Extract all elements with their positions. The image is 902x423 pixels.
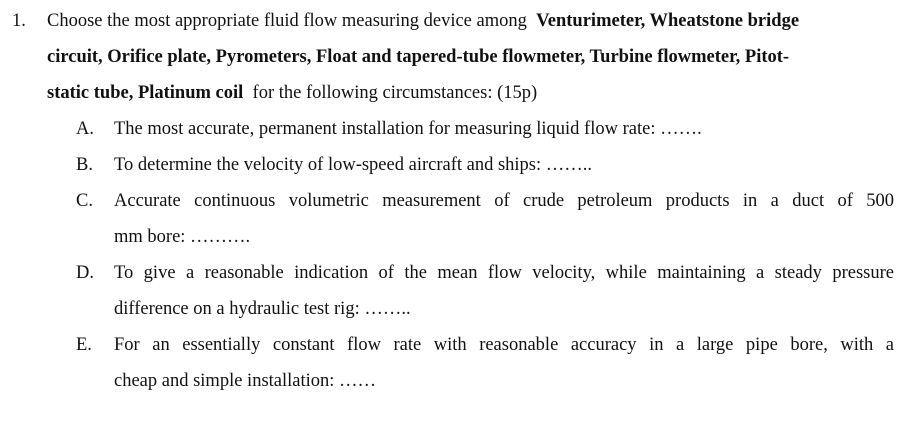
item-c-letter: C. xyxy=(76,191,93,211)
question-number: 1. xyxy=(12,11,26,31)
item-a-letter: A. xyxy=(76,119,94,139)
device-list-line-1: Venturimeter, Wheatstone bridge xyxy=(536,11,800,31)
question-intro-text: Choose the most appropriate fluid flow measuring device among xyxy=(47,11,527,31)
item-b-text: To determine the velocity of low-speed aircraft and ships: …….. xyxy=(114,155,593,175)
item-c-text-line-2: mm bore: ………. xyxy=(114,227,251,247)
item-b-letter: B. xyxy=(76,155,93,175)
device-list-line-3: static tube, Platinum coil xyxy=(47,83,244,103)
item-e-letter: E. xyxy=(76,335,92,355)
item-e-text-line-1: For an essentially constant flow rate with reasonable accuracy in a large pipe bore, with a xyxy=(114,335,894,355)
item-a-text: The most accurate, permanent installation for measuring liquid flow rate: ……. xyxy=(114,119,702,139)
question-line-3 xyxy=(47,82,537,104)
item-d-text-line-1: To give a reasonable indication of the mean flow velocity, while maintaining a steady pressure xyxy=(114,263,894,283)
question-intro xyxy=(47,10,799,32)
item-e-text-line-2: cheap and simple installation: …… xyxy=(114,371,377,391)
item-d-letter: D. xyxy=(76,263,94,283)
item-c-text-line-1: Accurate continuous volumetric measurement of crude petroleum products in a duct of 500 xyxy=(114,191,894,211)
question-line-2 xyxy=(47,46,789,68)
device-list-line-2: circuit, Orifice plate, Pyrometers, Float and tapered-tube flowmeter, Turbine flowmeter, Pitot- xyxy=(47,47,790,67)
item-d-text-line-2: difference on a hydraulic test rig: …….. xyxy=(114,299,411,319)
question-intro-end: for the following circumstances: (15p) xyxy=(252,83,538,103)
